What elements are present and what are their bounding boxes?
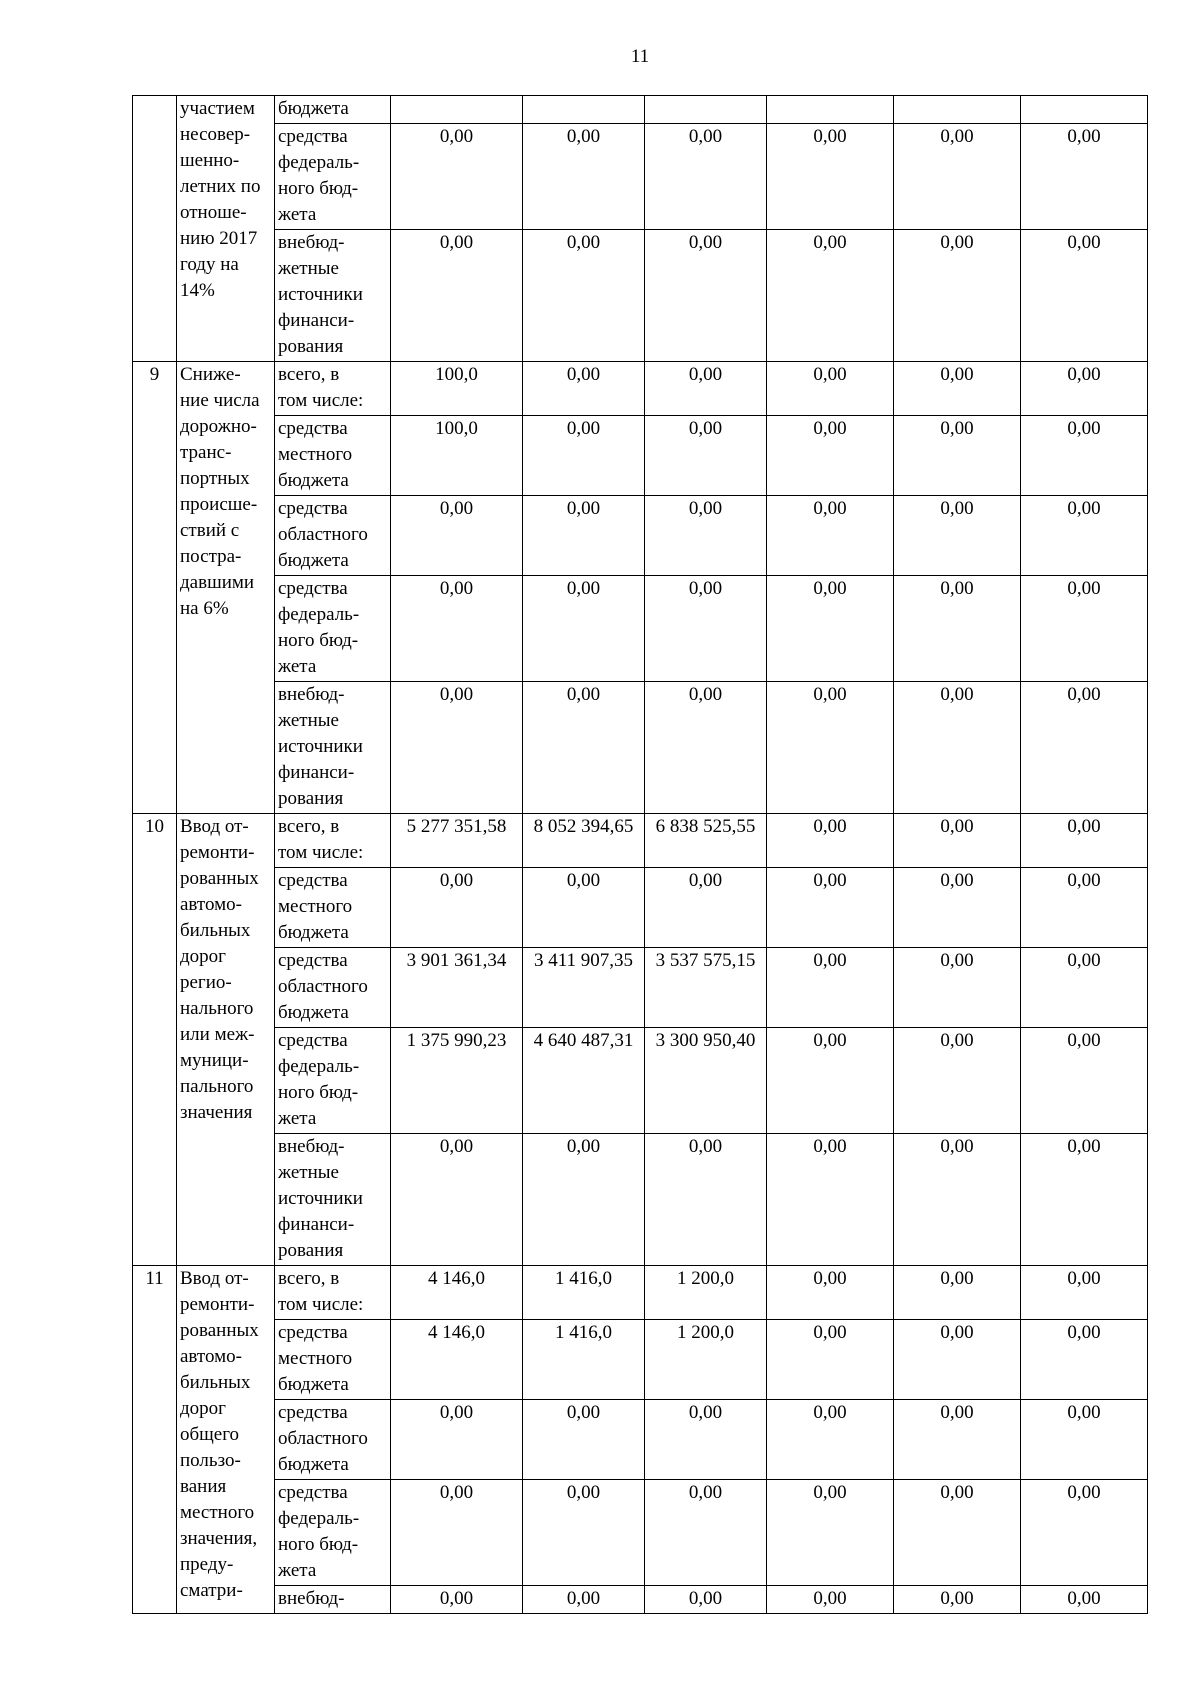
amount-cell: 0,00 [894,1320,1021,1400]
amount-cell: 100,0 [391,416,523,496]
amount-cell: 0,00 [767,868,894,948]
amount-cell: 4 146,0 [391,1320,523,1400]
indicator-text-line: значения, [180,1528,258,1549]
amount-cell: 0,00 [391,576,523,682]
amount-cell: 0,00 [1021,868,1148,948]
funding-source-text-line: том числе: [278,1294,364,1315]
funding-source [275,1480,391,1586]
funding-source [275,416,391,496]
amount-cell: 0,00 [894,1266,1021,1320]
amount-cell: 0,00 [1021,682,1148,814]
indicator-name [177,814,275,1266]
amount-cell [1021,96,1148,124]
indicator-name [177,362,275,814]
amount-cell: 0,00 [1021,230,1148,362]
amount-cell: 0,00 [894,814,1021,868]
row-number: 11 [133,1266,177,1614]
funding-source-text [278,868,387,946]
funding-source-text-line: ного бюд- [278,178,359,199]
indicator-text-line: дорог [180,1398,226,1419]
funding-source-text [278,948,387,1026]
funding-source-text [278,416,387,494]
funding-source-text-line: финанси- [278,1214,355,1235]
amount-cell: 0,00 [391,868,523,948]
table-row [133,230,1148,362]
amount-cell: 0,00 [894,1400,1021,1480]
table-row [133,1480,1148,1586]
funding-source-text-line: бюджета [278,98,349,119]
amount-cell: 100,0 [391,362,523,416]
funding-source [275,96,391,124]
amount-cell: 0,00 [523,124,645,230]
table-row [133,576,1148,682]
amount-cell: 0,00 [645,496,767,576]
funding-source-text-line: ного бюд- [278,1082,359,1103]
funding-source-text-line: финанси- [278,310,355,331]
funding-source [275,1134,391,1266]
amount-cell: 0,00 [523,682,645,814]
amount-cell: 0,00 [894,682,1021,814]
funding-source [275,1320,391,1400]
table-row [133,948,1148,1028]
indicator-text-line: регио- [180,972,232,993]
indicator-text-line: пального [180,1076,254,1097]
amount-cell: 0,00 [391,1586,523,1614]
funding-source-text [278,362,387,414]
amount-cell: 0,00 [894,576,1021,682]
indicator-text-line: значения [180,1102,253,1123]
amount-cell: 0,00 [523,868,645,948]
amount-cell: 0,00 [767,1320,894,1400]
funding-source-text-line: федераль- [278,604,360,625]
page-number: 11 [630,46,650,67]
amount-cell: 8 052 394,65 [523,814,645,868]
amount-cell: 0,00 [645,124,767,230]
amount-cell: 1 200,0 [645,1266,767,1320]
table-row [133,124,1148,230]
funding-source-text-line: внебюд- [278,1136,345,1157]
amount-cell: 0,00 [391,682,523,814]
amount-cell: 0,00 [1021,1400,1148,1480]
amount-cell: 0,00 [894,1480,1021,1586]
amount-cell: 0,00 [894,230,1021,362]
funding-source-text-line: ного бюд- [278,630,359,651]
funding-source-text-line: финанси- [278,762,355,783]
table-row [133,1028,1148,1134]
amount-cell: 0,00 [767,362,894,416]
indicator-text-line: шенно- [180,150,240,171]
funding-source [275,1400,391,1480]
funding-source-text-line: жета [278,1560,317,1581]
funding-source-text-line: всего, в [278,364,340,385]
funding-source-text-line: средства [278,126,348,147]
amount-cell: 3 411 907,35 [523,948,645,1028]
indicator-text-line: преду- [180,1554,234,1575]
table-row [133,1320,1148,1400]
funding-source-text [278,1266,387,1318]
funding-source-text-line: жетные [278,710,339,731]
amount-cell: 0,00 [1021,576,1148,682]
amount-cell: 0,00 [391,1480,523,1586]
indicator-text-line: участием [180,98,255,119]
amount-cell: 0,00 [523,1586,645,1614]
funding-source-text-line: средства [278,1030,348,1051]
indicator-text-line: рованных [180,868,259,889]
amount-cell: 0,00 [645,230,767,362]
indicator-text-line: бильных [180,1372,251,1393]
amount-cell: 0,00 [645,362,767,416]
indicator-text [180,362,271,622]
funding-source [275,124,391,230]
funding-source-text-line: средства [278,418,348,439]
amount-cell: 0,00 [767,814,894,868]
funding-source [275,230,391,362]
table-row [133,868,1148,948]
indicator-text [180,96,271,304]
amount-cell: 0,00 [1021,496,1148,576]
amount-cell: 0,00 [645,1400,767,1480]
amount-cell: 0,00 [523,496,645,576]
amount-cell: 0,00 [894,1134,1021,1266]
funding-source-text-line: жета [278,1108,317,1129]
funding-source [275,1266,391,1320]
amount-cell: 0,00 [1021,1266,1148,1320]
funding-source-text-line: местного [278,896,353,917]
funding-source-text-line: федераль- [278,1056,360,1077]
funding-source-text [278,230,387,360]
indicator-text-line: общего [180,1424,240,1445]
funding-source-text-line: средства [278,950,348,971]
amount-cell: 0,00 [894,1586,1021,1614]
amount-cell: 0,00 [1021,1134,1148,1266]
indicator-text-line: дорожно- [180,416,257,437]
funding-source-text-line: жета [278,204,317,225]
funding-source-text [278,1320,387,1398]
table-row [133,1586,1148,1614]
amount-cell: 0,00 [767,124,894,230]
amount-cell: 0,00 [767,1586,894,1614]
amount-cell: 0,00 [894,124,1021,230]
indicator-text-line: ремонти- [180,842,255,863]
amount-cell: 0,00 [523,1480,645,1586]
indicator-text-line: ремонти- [180,1294,255,1315]
amount-cell: 0,00 [523,1134,645,1266]
amount-cell: 0,00 [645,1134,767,1266]
amount-cell: 0,00 [391,1400,523,1480]
funding-source-text [278,576,387,680]
amount-cell: 0,00 [767,416,894,496]
indicator-text-line: нального [180,998,254,1019]
funding-source-text-line: бюджета [278,550,349,571]
amount-cell: 0,00 [894,496,1021,576]
funding-source-text-line: источники [278,736,363,757]
funding-source-text-line: источники [278,1188,363,1209]
indicator-text-line: транс- [180,442,232,463]
table-row [133,814,1148,868]
funding-source-text-line: внебюд- [278,232,345,253]
amount-cell: 0,00 [523,1400,645,1480]
funding-source-text-line: том числе: [278,390,364,411]
amount-cell: 3 300 950,40 [645,1028,767,1134]
funding-source-text [278,1028,387,1132]
amount-cell: 0,00 [391,230,523,362]
indicator-text-line: портных [180,468,250,489]
budget-table [132,95,1148,1614]
amount-cell: 1 416,0 [523,1266,645,1320]
table-row [133,416,1148,496]
table-row [133,96,1148,124]
indicator-text-line: летних по [180,176,261,197]
amount-cell [523,96,645,124]
table-row [133,496,1148,576]
funding-source-text-line: источники [278,284,363,305]
funding-source-text-line: средства [278,498,348,519]
funding-source-text [278,1134,387,1264]
funding-source-text-line: рования [278,1240,344,1261]
amount-cell: 0,00 [391,496,523,576]
funding-source [275,814,391,868]
indicator-name [177,96,275,362]
funding-source-text [278,1586,387,1612]
funding-source-text [278,1480,387,1584]
amount-cell: 0,00 [1021,1586,1148,1614]
amount-cell: 0,00 [645,1480,767,1586]
funding-source-text-line: местного [278,444,353,465]
amount-cell: 0,00 [767,1134,894,1266]
indicator-text-line: году на [180,254,239,275]
amount-cell: 0,00 [1021,416,1148,496]
amount-cell: 0,00 [1021,362,1148,416]
funding-source-text [278,124,387,228]
funding-source [275,362,391,416]
amount-cell: 0,00 [894,948,1021,1028]
amount-cell [894,96,1021,124]
amount-cell: 0,00 [894,362,1021,416]
indicator-text-line: отноше- [180,202,247,223]
funding-source-text-line: областного [278,1428,368,1449]
amount-cell: 0,00 [767,948,894,1028]
indicator-text-line: 14% [180,280,215,301]
funding-source [275,682,391,814]
amount-cell [645,96,767,124]
funding-source-text-line: внебюд- [278,684,345,705]
amount-cell: 0,00 [645,416,767,496]
indicator-text-line: давшими [180,572,255,593]
funding-source-text-line: областного [278,976,368,997]
amount-cell: 0,00 [391,124,523,230]
funding-source-text-line: местного [278,1348,353,1369]
indicator-text-line: несовер- [180,124,251,145]
funding-source-text-line: жетные [278,258,339,279]
table-row [133,1134,1148,1266]
funding-source [275,868,391,948]
funding-source-text-line: областного [278,524,368,545]
amount-cell: 4 640 487,31 [523,1028,645,1134]
funding-source-text-line: средства [278,1402,348,1423]
funding-source-text-line: бюджета [278,1374,349,1395]
funding-source-text-line: жета [278,656,317,677]
amount-cell: 0,00 [894,1028,1021,1134]
indicator-text-line: пользо- [180,1450,241,1471]
funding-source-text [278,496,387,574]
funding-source-text-line: федераль- [278,152,360,173]
amount-cell: 1 200,0 [645,1320,767,1400]
amount-cell: 5 277 351,58 [391,814,523,868]
funding-source-text [278,682,387,812]
indicator-text-line: автомо- [180,1346,242,1367]
amount-cell: 0,00 [767,1480,894,1586]
row-number: 10 [133,814,177,1266]
amount-cell: 0,00 [1021,814,1148,868]
amount-cell: 1 375 990,23 [391,1028,523,1134]
table-row [133,1400,1148,1480]
amount-cell: 4 146,0 [391,1266,523,1320]
amount-cell: 0,00 [1021,124,1148,230]
row-number [133,96,177,362]
indicator-text-line: Ввод от- [180,816,249,837]
amount-cell: 0,00 [1021,1320,1148,1400]
table-row [133,362,1148,416]
funding-source-text-line: бюджета [278,470,349,491]
amount-cell: 0,00 [523,416,645,496]
indicator-text [180,1266,271,1604]
funding-source-text-line: средства [278,1322,348,1343]
amount-cell: 1 416,0 [523,1320,645,1400]
funding-source-text-line: ного бюд- [278,1534,359,1555]
indicator-text-line: нию 2017 [180,228,258,249]
funding-source [275,576,391,682]
funding-source [275,496,391,576]
indicator-text [180,814,271,1126]
amount-cell [391,96,523,124]
funding-source-text-line: рования [278,336,344,357]
indicator-text-line: вания [180,1476,227,1497]
amount-cell: 0,00 [767,230,894,362]
funding-source [275,1586,391,1614]
indicator-text-line: Сниже- [180,364,241,385]
amount-cell: 0,00 [894,868,1021,948]
amount-cell: 0,00 [645,682,767,814]
amount-cell: 0,00 [1021,1028,1148,1134]
amount-cell: 6 838 525,55 [645,814,767,868]
indicator-text-line: на 6% [180,598,229,619]
table-row [133,682,1148,814]
indicator-text-line: ние числа [180,390,260,411]
amount-cell: 0,00 [767,1266,894,1320]
funding-source-text-line: всего, в [278,1268,340,1289]
amount-cell: 0,00 [767,1028,894,1134]
funding-source-text [278,814,387,866]
indicator-text-line: муници- [180,1050,249,1071]
funding-source-text-line: бюджета [278,1002,349,1023]
funding-source-text-line: средства [278,578,348,599]
indicator-text-line: или меж- [180,1024,255,1045]
amount-cell: 0,00 [767,576,894,682]
indicator-name [177,1266,275,1614]
funding-source-text-line: средства [278,870,348,891]
funding-source-text-line: рования [278,788,344,809]
amount-cell: 0,00 [1021,948,1148,1028]
amount-cell: 0,00 [523,362,645,416]
amount-cell: 0,00 [523,230,645,362]
indicator-text-line: происше- [180,494,258,515]
funding-source [275,1028,391,1134]
funding-source-text-line: внебюд- [278,1588,345,1609]
amount-cell: 0,00 [645,1586,767,1614]
amount-cell: 0,00 [767,496,894,576]
funding-source-text-line: федераль- [278,1508,360,1529]
amount-cell [767,96,894,124]
amount-cell: 3 901 361,34 [391,948,523,1028]
indicator-text-line: постра- [180,546,242,567]
funding-source [275,948,391,1028]
indicator-text-line: Ввод от- [180,1268,249,1289]
amount-cell: 0,00 [523,576,645,682]
funding-source-text-line: всего, в [278,816,340,837]
table-row [133,1266,1148,1320]
amount-cell: 0,00 [894,416,1021,496]
amount-cell: 0,00 [645,868,767,948]
row-number: 9 [133,362,177,814]
indicator-text-line: дорог [180,946,226,967]
funding-source-text-line: бюджета [278,1454,349,1475]
amount-cell: 0,00 [767,682,894,814]
indicator-text-line: бильных [180,920,251,941]
amount-cell: 0,00 [1021,1480,1148,1586]
amount-cell: 0,00 [767,1400,894,1480]
indicator-text-line: сматри- [180,1580,243,1601]
funding-source-text-line: жетные [278,1162,339,1183]
amount-cell: 0,00 [391,1134,523,1266]
indicator-text-line: автомо- [180,894,242,915]
funding-source-text-line: том числе: [278,842,364,863]
amount-cell: 3 537 575,15 [645,948,767,1028]
indicator-text-line: рованных [180,1320,259,1341]
funding-source-text [278,96,387,122]
indicator-text-line: ствий с [180,520,240,541]
indicator-text-line: местного [180,1502,255,1523]
funding-source-text-line: средства [278,1482,348,1503]
funding-source-text-line: бюджета [278,922,349,943]
amount-cell: 0,00 [645,576,767,682]
funding-source-text [278,1400,387,1478]
